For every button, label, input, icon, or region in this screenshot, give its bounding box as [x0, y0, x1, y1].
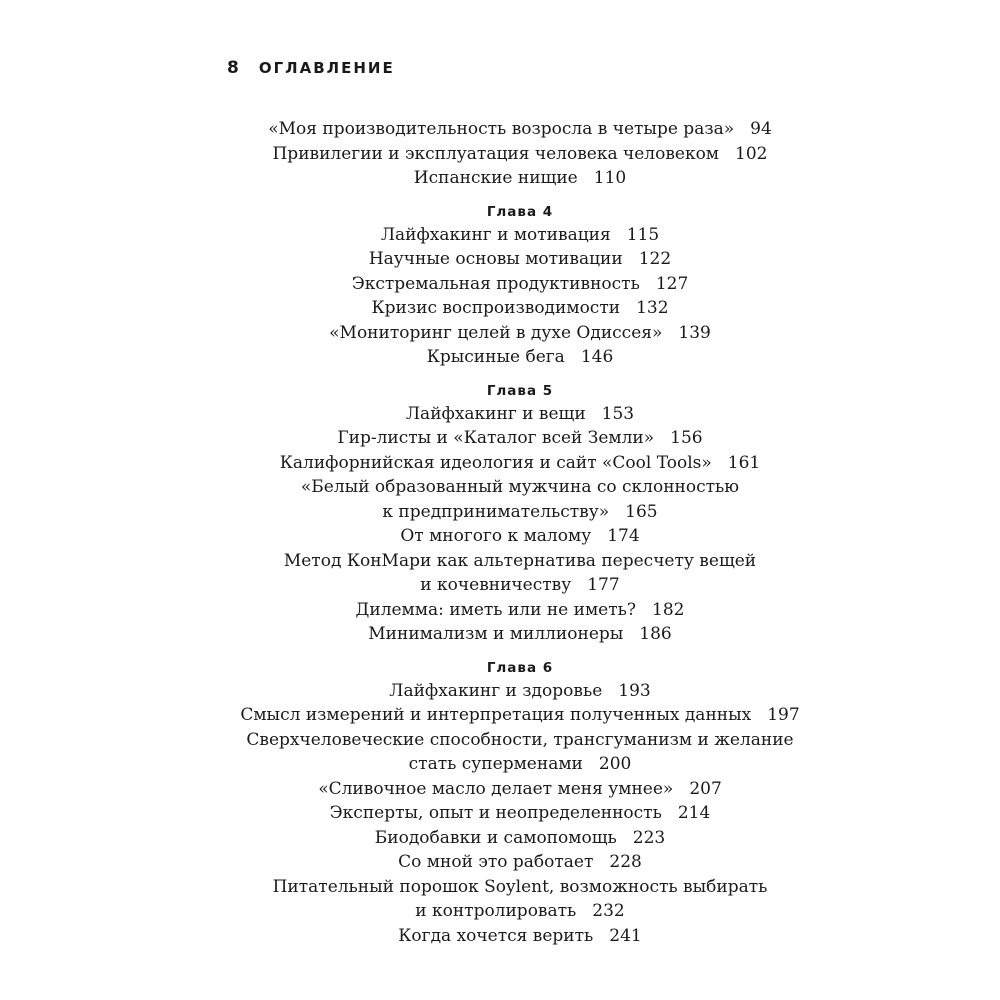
- entry-page-number: 214: [677, 803, 711, 823]
- toc-entry: [200, 296, 840, 321]
- toc-entry: [200, 777, 840, 802]
- entry-title: Калифорнийская идеология и сайт «Cool Tools»: [279, 452, 712, 473]
- toc-entry: [200, 728, 840, 777]
- toc-entry-line: [200, 598, 840, 623]
- entry-page-number: 146: [580, 347, 614, 367]
- toc-entry: [200, 549, 840, 598]
- entry-title: Питательный порошок Soylent, возможность выбирать: [272, 876, 768, 897]
- entry-title: От многого к малому: [400, 526, 592, 546]
- entry-title: Лайфхакинг и здоровье: [389, 680, 603, 701]
- entry-title: «Белый образованный мужчина со склонностью: [300, 477, 740, 497]
- toc-entry-line: [200, 500, 840, 525]
- toc-entry-line: [200, 426, 840, 451]
- toc-entry-line: [200, 166, 840, 191]
- entry-title: Когда хочется верить: [398, 925, 594, 946]
- toc-entry: [200, 117, 840, 142]
- entry-title: Лайфхакинг и мотивация: [380, 224, 611, 245]
- entry-page-number: 153: [601, 403, 635, 424]
- entry-title: Кризис воспроизводимости: [371, 298, 621, 318]
- toc-entry: [200, 272, 840, 297]
- entry-page-number: 193: [618, 680, 651, 701]
- toc-entry: [200, 801, 840, 826]
- chapter-heading: Глава 5: [486, 382, 554, 399]
- entry-page-number: 115: [626, 224, 660, 245]
- toc-entry: [200, 223, 840, 248]
- entry-page-number: 182: [652, 599, 685, 620]
- toc-entry: [200, 875, 840, 924]
- toc-entry-line: [200, 752, 840, 777]
- entry-page-number: 165: [625, 501, 658, 522]
- entry-title: Научные основы мотивации: [368, 249, 623, 269]
- toc-entry-line: [200, 321, 840, 346]
- entry-page-number: 223: [632, 827, 666, 848]
- page-number: 8: [227, 58, 239, 78]
- entry-title: Со мной это работает: [398, 852, 594, 872]
- running-head-title: ОГЛАВЛЕНИЕ: [258, 59, 395, 77]
- toc-entry-line: [200, 272, 840, 297]
- toc-entry-line: [200, 728, 840, 753]
- entry-title: Эксперты, опыт и неопределенность: [329, 803, 662, 823]
- entry-title: Дилемма: иметь или не иметь?: [355, 599, 636, 620]
- entry-page-number: 200: [598, 754, 632, 774]
- toc-entry: [200, 426, 840, 451]
- entry-title: «Сливочное масло делает меня умнее»: [318, 778, 674, 799]
- entry-page-number: 102: [735, 143, 768, 164]
- table-of-contents: [200, 117, 840, 948]
- chapter-heading: Глава 4: [486, 203, 554, 220]
- entry-title: Испанские нищие: [413, 168, 578, 188]
- toc-entry-line: [200, 475, 840, 500]
- toc-entry-line: [200, 924, 840, 949]
- toc-entry-line: [200, 899, 840, 924]
- entry-title: Сверхчеловеческие способности, трансгуманизм и желание: [246, 729, 794, 750]
- entry-title: Привилегии и эксплуатация человека человеком: [272, 143, 720, 164]
- entry-page-number: 177: [587, 575, 620, 595]
- toc-entry-line: [200, 549, 840, 574]
- entry-title: Лайфхакинг и вещи: [405, 403, 586, 424]
- toc-entry-line: [200, 223, 840, 248]
- toc-entry-line: [200, 117, 840, 142]
- toc-entry-line: [200, 345, 840, 370]
- entry-title: и контролировать: [415, 901, 577, 921]
- toc-entry: [200, 703, 840, 728]
- entry-page-number: 186: [639, 624, 672, 644]
- entry-title: к предпринимательству»: [382, 501, 610, 522]
- entry-page-number: 156: [670, 428, 703, 448]
- toc-entry-line: [200, 142, 840, 167]
- toc-entry: [200, 524, 840, 549]
- toc-entry-line: [200, 247, 840, 272]
- toc-entry: [200, 142, 840, 167]
- entry-title: Экстремальная продуктивность: [351, 273, 640, 294]
- entry-page-number: 139: [678, 322, 711, 343]
- toc-entry: [200, 402, 840, 427]
- entry-page-number: 241: [609, 925, 642, 946]
- toc-entry-line: [200, 402, 840, 427]
- toc-section: [200, 117, 840, 191]
- toc-entry-line: [200, 703, 840, 728]
- toc-section: [200, 657, 840, 949]
- toc-entry: [200, 850, 840, 875]
- entry-page-number: 161: [727, 452, 761, 473]
- toc-entry-line: [200, 777, 840, 802]
- running-head: [227, 58, 395, 78]
- toc-entry: [200, 826, 840, 851]
- entry-page-number: 127: [655, 273, 689, 294]
- toc-entry-line: [200, 875, 840, 900]
- toc-entry-line: [200, 524, 840, 549]
- entry-title: «Мониторинг целей в духе Одиссея»: [329, 322, 663, 343]
- toc-entry-line: [200, 826, 840, 851]
- toc-entry: [200, 321, 840, 346]
- entry-page-number: 207: [689, 778, 722, 799]
- entry-title: Биодобавки и самопомощь: [374, 827, 617, 848]
- entry-title: Смысл измерений и интерпретация полученных данных: [240, 705, 752, 725]
- chapter-heading: Глава 6: [486, 659, 554, 676]
- entry-page-number: 132: [636, 298, 669, 318]
- entry-page-number: 232: [592, 901, 625, 921]
- toc-section: [200, 201, 840, 370]
- entry-title: и кочевничеству: [420, 575, 572, 595]
- toc-entry-line: [200, 622, 840, 647]
- entry-title: Метод КонМари как альтернатива пересчету вещей: [283, 550, 757, 571]
- toc-entry: [200, 451, 840, 476]
- toc-entry-line: [200, 296, 840, 321]
- entry-title: «Моя производительность возросла в четыре раза»: [268, 119, 735, 139]
- toc-entry: [200, 345, 840, 370]
- toc-entry-line: [200, 679, 840, 704]
- entry-page-number: 94: [750, 119, 772, 139]
- toc-entry-line: [200, 850, 840, 875]
- toc-section: [200, 380, 840, 647]
- toc-entry: [200, 598, 840, 623]
- entry-page-number: 174: [607, 526, 640, 546]
- entry-page-number: 197: [767, 705, 800, 725]
- toc-entry: [200, 924, 840, 949]
- toc-entry-line: [200, 573, 840, 598]
- toc-entry: [200, 247, 840, 272]
- entry-page-number: 110: [593, 168, 627, 188]
- toc-entry-line: [200, 451, 840, 476]
- entry-title: Крысиные бега: [426, 347, 565, 367]
- entry-title: Гир-листы и «Каталог всей Земли»: [337, 428, 655, 448]
- entry-page-number: 228: [609, 852, 642, 872]
- entry-title: стать суперменами: [408, 754, 583, 774]
- entry-title: Минимализм и миллионеры: [368, 624, 624, 644]
- toc-entry: [200, 166, 840, 191]
- toc-entry: [200, 475, 840, 524]
- toc-entry-line: [200, 801, 840, 826]
- entry-page-number: 122: [638, 249, 672, 269]
- toc-entry: [200, 622, 840, 647]
- toc-entry: [200, 679, 840, 704]
